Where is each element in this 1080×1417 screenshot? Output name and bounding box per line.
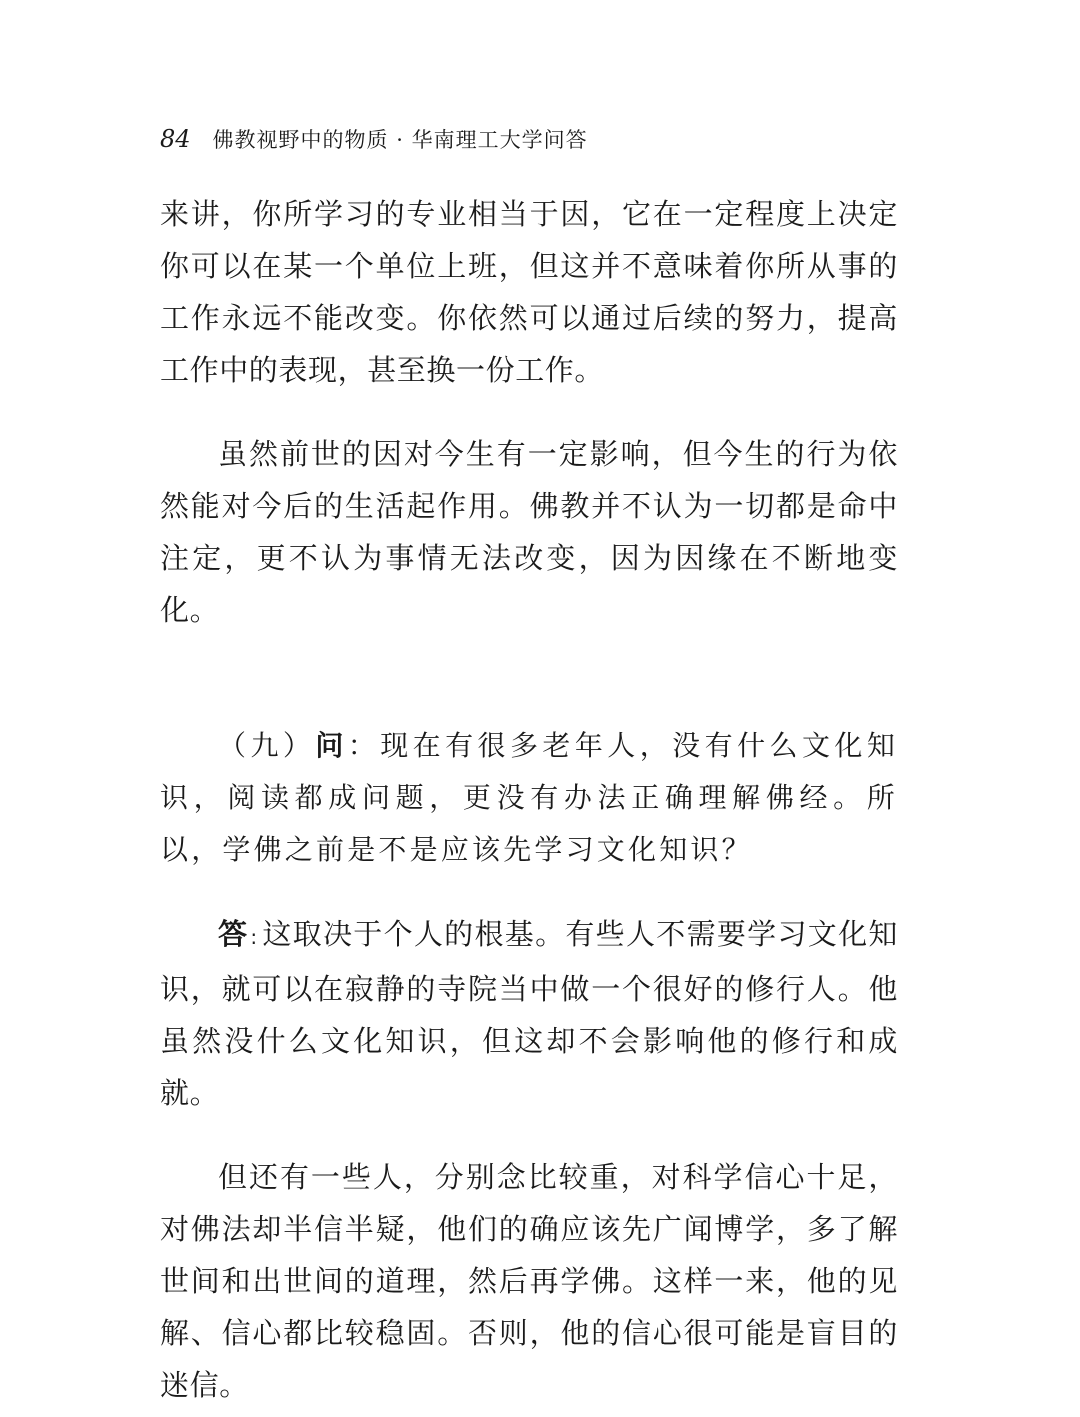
question-number: （九） — [218, 729, 316, 762]
question-block — [160, 720, 898, 876]
answer-label: 答 — [218, 917, 249, 951]
page-body — [160, 188, 898, 1411]
answer-text-1: 这取决于个人的根基。有些人不需要学习文化知识，就可以在寂静的寺院当中做一个很好的修行人。他虽然没什么文化知识，但这却不会影响他的修行和成就。 — [160, 917, 898, 1110]
question-label: 问 — [315, 729, 348, 762]
running-title: 佛教视野中的物质 · 华南理工大学问答 — [212, 128, 588, 152]
answer-paragraph-2: 但还有一些人，分别念比较重，对科学信心十足，对佛法却半信半疑，他们的确应该先广闻博学，多了解世间和出世间的道理，然后再学佛。这样一来，他的见解、信心都比较稳固。否则，他的信心很可能是盲目的迷信。 — [160, 1160, 898, 1402]
page-number: 84 — [160, 125, 191, 153]
question-colon: ： — [347, 729, 381, 762]
answer-paragraph-1 — [160, 908, 898, 1119]
question-text: 现在有很多老年人，没有什么文化知识，阅读都成问题，更没有办法正确理解佛经。所以，学佛之前是不是应该先学习文化知识？ — [160, 729, 899, 866]
paragraph-continuation: 来讲，你所学习的专业相当于因，它在一定程度上决定你可以在某一个单位上班，但这并不意味着你所从事的工作永远不能改变。你依然可以通过后续的努力，提高工作中的表现，甚至换一份工作。 — [160, 197, 898, 387]
answer-colon: : — [250, 925, 258, 949]
page-header — [160, 124, 588, 156]
paragraph-karma: 虽然前世的因对今生有一定影响，但今生的行为依然能对今后的生活起作用。佛教并不认为一切都是命中注定，更不认为事情无法改变，因为因缘在不断地变化。 — [160, 437, 898, 627]
